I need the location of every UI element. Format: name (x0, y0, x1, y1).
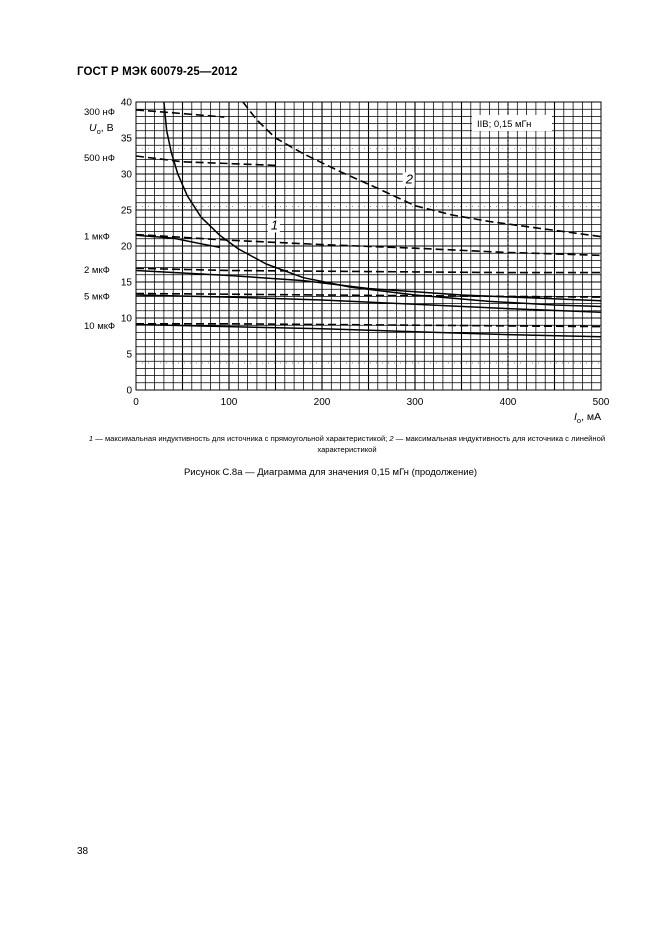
capacitance-label: 10 мкФ (84, 320, 116, 332)
curve-label: 2 (405, 171, 413, 187)
page-number: 38 (77, 846, 89, 857)
x-tick-label: 400 (499, 397, 517, 408)
y-tick-label: 30 (120, 169, 132, 181)
series-line-dashed (136, 156, 276, 165)
capacitance-label: 1 мкФ (84, 231, 110, 243)
capacitance-label: 500 нФ (84, 153, 115, 165)
x-axis-unit: , мА (581, 411, 602, 423)
capacitance-label: 2 мкФ (84, 264, 110, 276)
capacitance-label: 300 нФ (84, 107, 115, 119)
x-tick-label: 200 (313, 397, 331, 408)
figure-caption: Рисунок С.8а — Диаграмма для значения 0,15 мГн (продолжение) (183, 467, 478, 478)
x-tick-label: 0 (133, 397, 139, 408)
document-header: ГОСТ Р МЭК 60079-25—2012 (77, 66, 238, 78)
x-axis-symbol: I (574, 411, 577, 423)
y-tick-label: 20 (120, 241, 132, 253)
series-line-dashed (136, 110, 224, 117)
inductance-chart (0, 0, 661, 430)
y-tick-label: 5 (126, 349, 132, 361)
x-tick-label: 500 (592, 397, 610, 408)
curve-labels (268, 171, 415, 232)
legend-text-1: — максимальная индуктивность для источника с прямоугольной характеристикой; (93, 434, 390, 443)
y-axis-symbol: U (89, 122, 97, 134)
x-tick-label: 100 (220, 397, 238, 408)
legend-number-1: 1 (88, 434, 94, 443)
legend-number-2: 2 (389, 434, 394, 443)
y-tick-label: 40 (120, 97, 132, 109)
capacitance-label: 5 мкФ (84, 291, 110, 303)
y-tick-label: 10 (120, 313, 132, 325)
y-axis-label (89, 122, 114, 136)
y-axis-unit: , В (100, 122, 114, 134)
chart-annotation: IIB; 0,15 мГн (477, 119, 532, 130)
y-tick-label: 35 (120, 133, 132, 145)
x-tick-label: 300 (406, 397, 424, 408)
y-tick-label: 25 (120, 205, 132, 217)
x-axis-label (574, 411, 601, 425)
curve-label: 1 (270, 217, 279, 233)
y-tick-label: 15 (120, 277, 132, 289)
capacitance-labels (84, 107, 115, 332)
figure-legend (77, 433, 617, 455)
legend-text-2: — максимальная индуктивность для источника с линейной характеристикой (317, 434, 606, 454)
x-axis-subscript: о (576, 416, 582, 425)
y-axis-subscript: о (96, 127, 101, 136)
y-tick-label: 0 (126, 385, 132, 397)
